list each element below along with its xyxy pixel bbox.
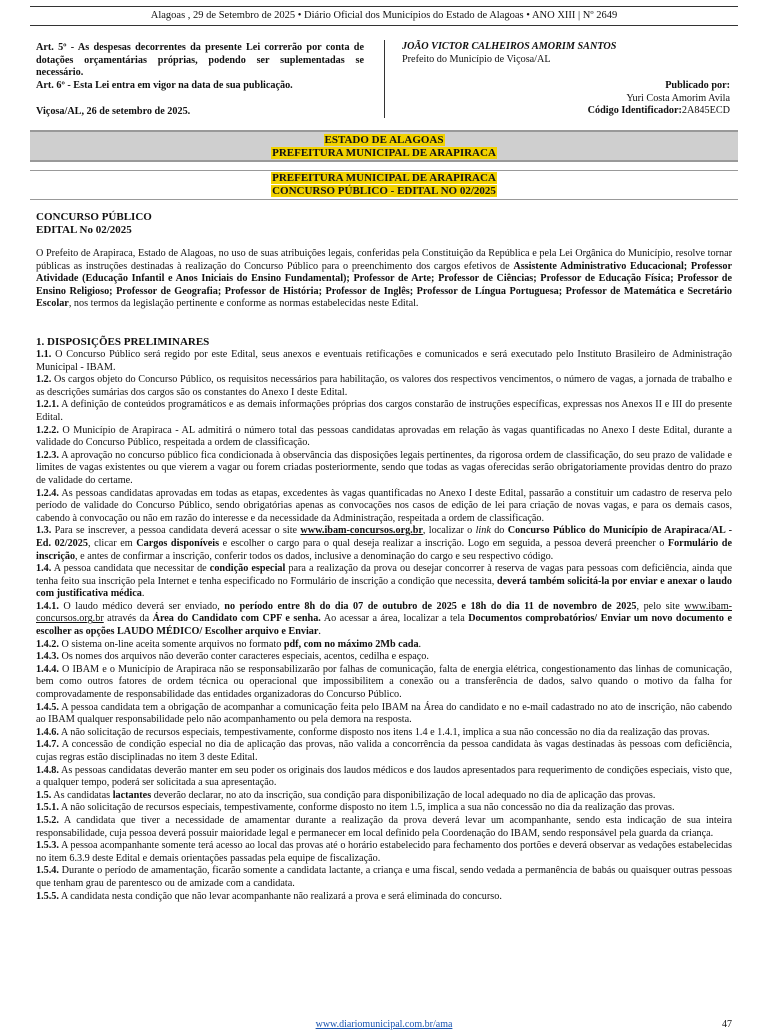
gazette-header (30, 6, 738, 26)
item-text: Durante o período de amamentação, ficarão somente a candidata lactante, a criança e uma fiscal, sendo vedada a permanência de babás ou quaisquer outras pessoas que tenham grau de parentesco ou de amizade com a candidata. (36, 865, 732, 889)
item-text: Formulário de inscrição (36, 537, 732, 562)
ibam-site-link[interactable]: www.ibam-concursos.org.br (36, 600, 733, 625)
item-text: A definição de conteúdos programáticos e as demais informações próprias dos cargos constarão de instruções específicas, expressas nos Anexos II e III do presente Edital. (36, 399, 732, 423)
item-1-2-4 (36, 488, 732, 526)
item-1-4-4 (36, 664, 732, 702)
item-text: A pessoa candidata que necessitar de (51, 563, 210, 575)
item-1-4-1 (36, 601, 732, 639)
item-1-4-3 (36, 651, 732, 664)
item-num: 1.3. (36, 525, 52, 537)
item-text: Os cargos objeto do Concurso Público, os requisitos necessários para habilitação, os valores dos respectivos vencimentos, o número de vagas, a jornada de trabalho e as descrições sumárias dos cargos são os constantes do Anexo I deste Edital. (36, 374, 732, 398)
item-num: 1.4.3. (36, 651, 59, 663)
item-num: 1.5. (36, 789, 52, 801)
item-text: O laudo médico deverá ser enviado, (58, 600, 225, 612)
item-num: 1.4.8. (36, 764, 59, 776)
item-text: para a realização da prova ou desejar concorrer à reserva de vagas para pessoas com deficiência, ainda que tenha feito sua inscrição pela Internet e tenha especificado no Formulário de inscrição a condição que necessita, (36, 563, 732, 587)
item-num: 1.5.2. (36, 814, 59, 826)
item-text: deverá também solicitá-la por enviar e anexar o laudo com justificativa médica (36, 575, 732, 600)
item-text: , clicar em (87, 537, 137, 549)
header-text: Alagoas , 29 de Setembro de 2025 • Diário Oficial dos Municípios do Estado de Alagoas • ANO XIII | Nº 2649 (150, 10, 618, 21)
item-1-3 (36, 525, 732, 563)
item-num: 1.5.5. (36, 890, 59, 902)
edital-body (36, 336, 732, 903)
column-divider (384, 40, 385, 118)
item-text: Área do Candidato com CPF e senha. (152, 613, 321, 625)
document-title (36, 211, 152, 237)
item-1-4-6 (36, 727, 732, 740)
state-section-band (30, 130, 738, 162)
item-text: deverão declarar, no ato da inscrição, sua condição para disponibilização de local adequado no dia de aplicação das provas. (151, 789, 656, 801)
item-text: A não solicitação de recursos especiais, tempestivamente, conforme disposto no item 1.5, implica a sua não concessão no dia da realização das provas. (58, 802, 675, 814)
item-1-5-4 (36, 865, 732, 890)
item-text: link (475, 525, 491, 537)
item-1-5-2 (36, 815, 732, 840)
item-num: 1.2.1. (36, 399, 59, 411)
item-text: Cargos disponíveis (136, 537, 220, 549)
prefeitura-title: PREFEITURA MUNICIPAL DE ARAPIRACA (272, 147, 496, 159)
publication-info (402, 80, 730, 118)
item-num: 1.4.1. (36, 600, 59, 612)
section-title: 1. DISPOSIÇÕES PRELIMINARES (36, 336, 210, 348)
item-num: 1.5.4. (36, 865, 59, 877)
item-text: . (141, 588, 145, 600)
item-text: através da (103, 613, 153, 625)
footer-url-link[interactable]: www.diariomunicipal.com.br/ama (315, 1019, 453, 1030)
signer-name: JOÃO VICTOR CALHEIROS AMORIM SANTOS (402, 41, 617, 52)
item-text: lactantes (112, 789, 152, 801)
item-text: Os nomes dos arquivos não deverão conter caracteres especiais, acentos, cedilha e espaço. (58, 651, 429, 663)
doc-title-line2: EDITAL No 02/2025 (36, 224, 132, 236)
item-text: condição especial (209, 563, 286, 575)
intro-text-2: , nos termos da legislação pertinente e conforme as normas estabelecidas neste Edital. (68, 298, 419, 310)
item-1-5 (36, 790, 732, 803)
item-text: , pelo site (636, 600, 685, 612)
item-text: A não solicitação de recursos especiais, tempestivamente, conforme disposto nos itens 1.4 e 1.4.1, implica a sua não concessão no dia da realização das provas. (58, 726, 710, 738)
item-1-4-7 (36, 739, 732, 764)
item-text: O Município de Arapiraca - AL admitirá o número total das pessoas candidatas aprovadas em relação às vagas quantificadas no Anexo I deste Edital, durante a validade do Concurso Público, respeitada a ordem de classificação. (36, 424, 732, 449)
act-title: CONCURSO PÚBLICO - EDITAL NO 02/2025 (272, 185, 496, 197)
item-text: A candidata nesta condição que não levar acompanhante não realizará a prova e será eliminada do concurso. (58, 890, 502, 902)
intro-paragraph (36, 248, 732, 311)
act-entity: PREFEITURA MUNICIPAL DE ARAPIRACA (272, 172, 496, 184)
item-1-4-8 (36, 765, 732, 790)
ibam-site-link[interactable]: www.ibam-concursos.org.br (300, 525, 423, 537)
art5-text: Art. 5º - As despesas decorrentes da presente Lei correrão por conta de dotações orçamentárias próprias, podendo ser suplementadas se necessário. (36, 42, 364, 78)
item-1-2-3 (36, 450, 732, 488)
item-text: A pessoa candidata tem a obrigação de acompanhar a comunicação feita pelo IBAM na Área do candidato e no e-mail cadastrado no ato de inscrição, não cabendo ao IBAM qualquer responsabilidade pelo não acompanhamento ou pela demora na resposta. (36, 701, 732, 726)
item-num: 1.1. (36, 349, 52, 360)
item-text: , e antes de confirmar a inscrição, conferir todos os dados, inclusive a denominação do cargo e seu respectivo código. (75, 550, 554, 562)
code-label: Código Identificador: (587, 105, 682, 116)
item-1-4-2 (36, 639, 732, 652)
page-number: 47 (722, 1019, 732, 1030)
item-1-1 (36, 349, 732, 374)
item-1-5-5 (36, 891, 732, 904)
art6-text: Art. 6º - Esta Lei entra em vigor na data de sua publicação. (36, 79, 293, 91)
item-text: As candidatas (51, 789, 113, 801)
doc-title-line1: CONCURSO PÚBLICO (36, 211, 152, 223)
signature-block (402, 41, 730, 118)
item-text: , localizar o (422, 525, 476, 537)
item-text: e escolher o cargo para o qual deseja realizar a inscrição. Logo em seguida, a pessoa deverá preencher o (219, 537, 668, 549)
item-num: 1.2.4. (36, 487, 59, 499)
item-num: 1.4.7. (36, 739, 59, 751)
item-text: do (490, 525, 508, 537)
item-num: 1.2.3. (36, 449, 59, 461)
item-num: 1.5.3. (36, 840, 59, 852)
previous-act-end (36, 42, 364, 119)
item-text: A candidata que tiver a necessidade de amamentar durante a realização da prova deverá levar um acompanhante, sendo esta indicação de sua inteira responsabilidade, cuja pessoa deverá possuir maioridade legal e permanecer em local definido pela Coordenação do IBAM, sendo responsável pela guarda da criança. (36, 814, 732, 839)
item-num: 1.2.2. (36, 424, 59, 436)
item-num: 1.5.1. (36, 802, 59, 814)
signer-role: Prefeito do Município de Viçosa/AL (402, 53, 551, 65)
code-value: 2A845ECD (681, 105, 730, 116)
item-text: As pessoas candidatas aprovadas em todas as etapas, excedentes às vagas quantificadas no Anexo I deste Edital, passarão a constituir um cadastro de reserva pelo período de validade do Concurso Público, sendo obrigatórias apenas as convocações nos casos de edição de lei para criação de novas vagas, e para os demais casos, cabendo à convocação ou não em razão do interesse e da necessidade da Administração, respeitada a ordem de classificação. (36, 487, 732, 524)
item-1-5-3 (36, 840, 732, 865)
item-text: Para se inscrever, a pessoa candidata deverá acessar o site (51, 525, 301, 537)
state-title: ESTADO DE ALAGOAS (324, 134, 444, 146)
item-1-2 (36, 374, 732, 399)
item-num: 1.4.5. (36, 701, 59, 713)
item-text: . (418, 638, 422, 650)
act-date: Viçosa/AL, 26 de setembro de 2025. (36, 106, 191, 117)
item-text: Documentos comprobatórios/ Enviar um novo documento e escolher as opções LAUDO MÉDICO/ Escolher arquivo e Enviar (36, 613, 733, 638)
item-text: Ao acessar a área, localizar a tela (320, 613, 469, 625)
item-text: . (318, 626, 321, 638)
item-1-4 (36, 563, 732, 601)
item-text: O IBAM e o Município de Arapiraca não se responsabilizarão por falhas de comunicação, falta de energia elétrica, congestionamento das linhas de comunicação, bem como outros fatores de ordem técnica ou operacional que impossibilitem a conexão ou a transferência de dados, salvo quando o motivo da falha for comprovadamente de responsabilidade das entidades organizadoras do Concurso Público. (36, 663, 732, 701)
item-text: A aprovação no concurso público fica condicionada à observância das disposições legais pertinentes, da rigorosa ordem de classificação, do seu prazo de validade e limites de vagas existentes ou que vierem a vagar ou forem criadas posteriormente, sendo que todas as vagas oferecidas serão obrigatoriamente providas dentro do prazo de validade do certame. (36, 449, 732, 486)
item-num: 1.4. (36, 563, 52, 575)
item-text: A pessoa acompanhante somente terá acesso ao local das provas até o horário estabelecido para fechamento dos portões e deverá observar as vedações estabelecidas no item 6.3.9 deste Edital e demais orientações passadas pela equipe de fiscalização. (36, 840, 732, 864)
item-num: 1.4.4. (36, 663, 59, 675)
item-text: no período entre 8h do dia 07 de outubro de 2025 e 18h do dia 11 de novembro de 2025 (224, 600, 637, 612)
item-1-2-1 (36, 399, 732, 424)
act-heading-band (30, 170, 738, 200)
publisher-name: Yuri Costa Amorim Avila (626, 92, 730, 104)
item-1-4-5 (36, 702, 732, 727)
item-num: 1.2. (36, 374, 52, 386)
item-1-2-2 (36, 425, 732, 450)
intro-cargos: Assistente Administrativo Educacional; Professor Atividade (Educação Infantil e Anos Iniciais do Ensino Fundamental); Professor de Arte; Professor de Ciências; Professor de Educação Física; Professor de Ensino Religioso; Professor de Geografia; Professor de História; Professor de Inglês; Professor de Língua Portuguesa; Professor de Matemática e Secretário Escolar (36, 260, 733, 310)
published-label: Publicado por: (665, 80, 730, 91)
item-text: O sistema on-line aceita somente arquivos no formato (58, 638, 284, 650)
item-text: pdf, com no máximo 2Mb cada (283, 638, 419, 650)
item-num: 1.4.2. (36, 638, 59, 650)
item-1-5-1 (36, 802, 732, 815)
item-num: 1.4.6. (36, 726, 59, 738)
item-text: O Concurso Público será regido por este Edital, seus anexos e eventuais retificações e comunicados e será executado pelo Instituto Brasileiro de Administração Municipal - IBAM. (36, 349, 732, 373)
item-text: As pessoas candidatas deverão manter em seu poder os originais dos laudos médicos e dos laudos apresentados para requerimento de condições especiais, visto que, a qualquer tempo, poderá ser solicitada a sua apresentação. (36, 764, 732, 789)
item-text: Concurso Público do Município de Arapiraca/AL - Ed. 02/2025 (36, 525, 732, 549)
item-text: A concessão de condição especial no dia de aplicação das provas, não valida a concorrência da pessoa candidata às vagas destinadas às pessoas com deficiência, cujas regras estão disciplinadas no item 3 deste Edital. (36, 739, 732, 763)
intro-text-1: O Prefeito de Arapiraca, Estado de Alagoas, no uso de suas atribuições legais, conferidas pela Constituição da República e pela Lei Orgânica do Município, resolve tornar públicas as instruções destinadas à realização do Concurso Público para o preenchimento dos cargos efetivos de (36, 248, 732, 272)
